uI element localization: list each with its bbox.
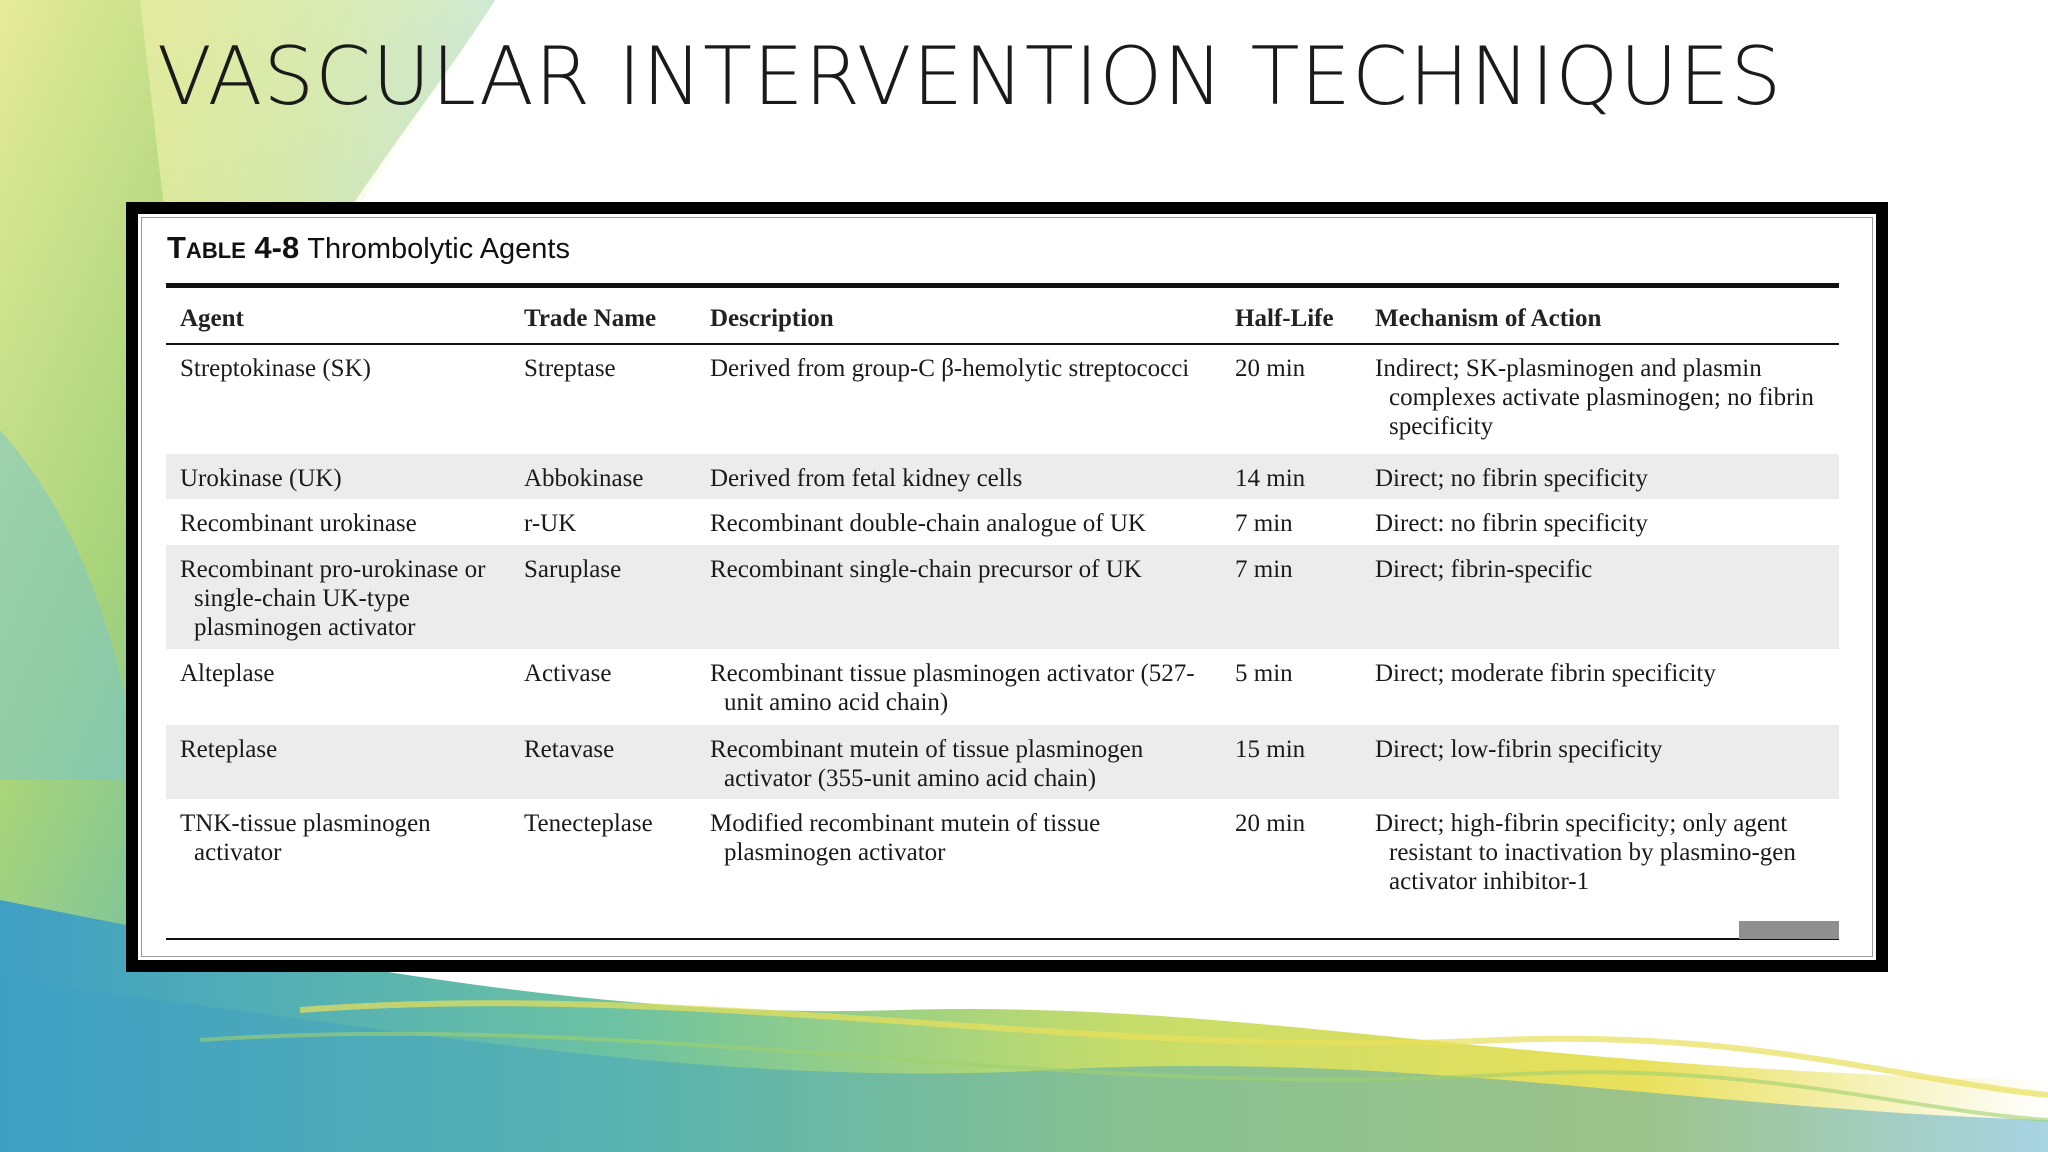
header-half-life: Half-Life	[1235, 305, 1334, 332]
cell-agent: Recombinant urokinase	[180, 510, 417, 537]
cell-mechanism: Direct; fibrin-specific	[1375, 556, 1593, 583]
thrombolytic-agents-table	[166, 294, 1839, 919]
cell-agent: Streptokinase (SK)	[180, 355, 371, 382]
slide-title: VASCULAR INTERVENTION TECHNIQUES	[157, 30, 1783, 123]
table-caption	[167, 230, 570, 266]
table-bottom-rule	[166, 938, 1839, 940]
cell-mechanism: Direct; low-fibrin specificity	[1375, 736, 1663, 763]
cell-trade-name: Saruplase	[524, 556, 622, 583]
header-trade-name: Trade Name	[524, 305, 657, 332]
cell-trade-name: Activase	[524, 660, 612, 687]
table-row	[166, 799, 1839, 919]
cell-half-life: 7 min	[1235, 556, 1293, 583]
table-footer-tab	[1739, 921, 1839, 939]
cell-half-life: 20 min	[1235, 810, 1306, 837]
table-label: Table 4-8	[167, 230, 300, 265]
table-header-row	[166, 294, 1839, 344]
cell-trade-name: Retavase	[524, 736, 615, 763]
cell-agent: Urokinase (UK)	[180, 465, 342, 492]
header-mechanism: Mechanism of Action	[1375, 305, 1602, 332]
table-top-rule	[166, 283, 1839, 288]
table-row	[166, 649, 1839, 725]
cell-half-life: 5 min	[1235, 660, 1293, 687]
cell-mechanism: Direct: no fibrin specificity	[1375, 510, 1648, 537]
cell-description: Derived from fetal kidney cells	[710, 465, 1023, 492]
table-row	[166, 725, 1839, 799]
cell-description: Recombinant tissue plasminogen activator (527-unit amino acid chain)	[710, 660, 1195, 716]
cell-half-life: 20 min	[1235, 355, 1306, 382]
cell-description: Modified recombinant mutein of tissue plasminogen activator	[710, 810, 1101, 866]
header-description: Description	[710, 305, 834, 332]
cell-trade-name: Abbokinase	[524, 465, 644, 492]
table-row	[166, 454, 1839, 499]
cell-mechanism: Direct; high-fibrin specificity; only agent resistant to inactivation by plasmino-gen activator inhibitor-1	[1375, 810, 1796, 895]
cell-description: Recombinant single-chain precursor of UK	[710, 556, 1142, 583]
cell-trade-name: r-UK	[524, 510, 577, 537]
cell-description: Recombinant mutein of tissue plasminogen activator (355-unit amino acid chain)	[710, 736, 1144, 792]
cell-half-life: 7 min	[1235, 510, 1293, 537]
table-row	[166, 545, 1839, 649]
cell-mechanism: Indirect; SK-plasminogen and plasmin complexes activate plasminogen; no fibrin specificity	[1375, 355, 1814, 440]
cell-mechanism: Direct; moderate fibrin specificity	[1375, 660, 1716, 687]
header-agent: Agent	[180, 305, 244, 332]
cell-description: Derived from group-C β-hemolytic streptococci	[710, 355, 1190, 382]
cell-agent: Alteplase	[180, 660, 275, 687]
cell-agent: Recombinant pro-urokinase or single-chain UK-type plasminogen activator	[180, 556, 486, 641]
cell-agent: Reteplase	[180, 736, 278, 763]
cell-half-life: 14 min	[1235, 465, 1306, 492]
cell-mechanism: Direct; no fibrin specificity	[1375, 465, 1648, 492]
cell-agent: TNK-tissue plasminogen activator	[180, 810, 431, 866]
cell-trade-name: Tenecteplase	[524, 810, 653, 837]
table-row	[166, 344, 1839, 454]
table-caption-title: Thrombolytic Agents	[307, 233, 570, 265]
cell-description: Recombinant double-chain analogue of UK	[710, 510, 1146, 537]
table-row	[166, 499, 1839, 545]
cell-trade-name: Streptase	[524, 355, 616, 382]
cell-half-life: 15 min	[1235, 736, 1306, 763]
